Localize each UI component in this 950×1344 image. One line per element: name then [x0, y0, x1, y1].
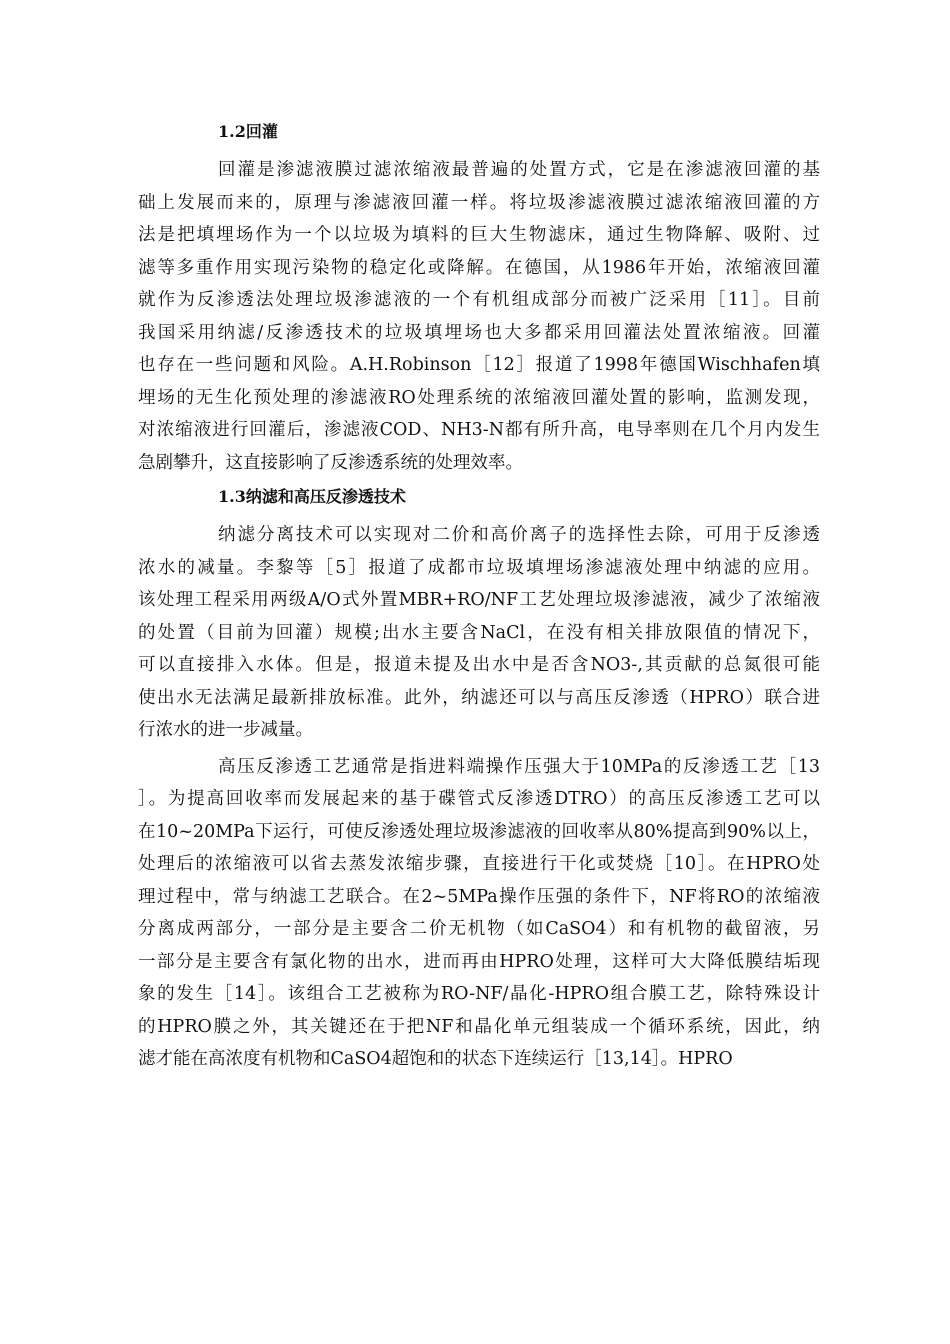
paragraph-line: 理过程中，常与纳滤工艺联合。在2~5MPa操作压强的条件下，NF将RO的浓缩液	[138, 886, 820, 907]
paragraph-line: 滤才能在高浓度有机物和CaSO4超饱和的状态下连续运行［13,14］。HPRO	[138, 1049, 733, 1069]
paragraph-line: 就作为反渗透法处理垃圾渗滤液的一个有机组成部分而被广泛采用［11］。目前	[138, 290, 820, 310]
paragraph-line: 急剧攀升，这直接影响了反渗透系统的处理效率。	[138, 452, 523, 473]
paragraph-line: 行浓水的进一步减量。	[138, 720, 313, 740]
paragraph-line: 础上发展而来的，原理与渗滤液回灌一样。将垃圾渗滤液膜过滤浓缩液回灌的方	[138, 192, 820, 213]
paragraph-line: 也存在一些问题和风险。A.H.Robinson［12］报道了1998年德国Wischhafen填	[138, 355, 820, 375]
paragraph-line: 高压反渗透工艺通常是指进料端操作压强大于10MPa的反渗透工艺［13	[218, 756, 820, 777]
paragraph-reinjection	[138, 154, 820, 479]
paragraph-line: 回灌是渗滤液膜过滤浓缩液最普遍的处置方式，它是在渗滤液回灌的基	[218, 160, 820, 180]
section-heading-1-2: 1.2回灌	[218, 122, 278, 141]
paragraph-line: 分离成两部分，一部分是主要含二价无机物（如CaSO4）和有机物的截留液，另	[138, 919, 820, 939]
text-column	[138, 114, 820, 1076]
paragraph-high-pressure-ro	[138, 751, 820, 1076]
paragraph-line: 使出水无法满足最新排放标准。此外，纳滤还可以与高压反渗透（HPRO）联合进	[138, 687, 820, 708]
paragraph-line: 我国采用纳滤/反渗透技术的垃圾填埋场也大多都采用回灌法处置浓缩液。回灌	[138, 322, 820, 343]
section-heading-1-3: 1.3纳滤和高压反渗透技术	[218, 487, 406, 506]
paragraph-line: 纳滤分离技术可以实现对二价和高价离子的选择性去除，可用于反渗透	[218, 525, 820, 545]
paragraph-line: 一部分是主要含有氯化物的出水，进而再由HPRO处理，这样可大大降低膜结垢现	[138, 951, 820, 972]
paragraph-nanofiltration	[138, 519, 820, 747]
paragraph-line: ］。为提高回收率而发展起来的基于碟管式反渗透DTRO）的高压反渗透工艺可以	[138, 789, 820, 809]
paragraph-line: 可以直接排入水体。但是，报道未提及出水中是否含NO3-,其贡献的总氮很可能	[138, 655, 820, 675]
paragraph-line: 滤等多重作用实现污染物的稳定化或降解。在德国，从1986年开始，浓缩液回灌	[138, 257, 820, 278]
paragraph-line: 埋场的无生化预处理的渗滤液RO处理系统的浓缩液回灌处置的影响，监测发现，	[138, 387, 820, 408]
paragraph-line: 处理后的浓缩液可以省去蒸发浓缩步骤，直接进行干化或焚烧［10］。在HPRO处	[138, 854, 820, 874]
paragraph-line: 的处置（目前为回灌）规模;出水主要含NaCl，在没有相关排放限值的情况下，	[138, 622, 820, 643]
paragraph-line: 象的发生［14］。该组合工艺被称为RO-NF/晶化-HPRO组合膜工艺，除特殊设计	[138, 984, 820, 1004]
paragraph-line: 的HPRO膜之外，其关键还在于把NF和晶化单元组装成一个循环系统，因此，纳	[138, 1016, 820, 1037]
paragraph-line: 该处理工程采用两级A/O式外置MBR+RO/NF工艺处理垃圾渗滤液，减少了浓缩液	[138, 590, 820, 610]
paragraph-line: 对浓缩液进行回灌后，渗滤液COD、NH3-N都有所升高，电导率则在几个月内发生	[138, 420, 820, 440]
paragraph-line: 在10~20MPa下运行，可使反渗透处理垃圾渗滤液的回收率从80%提高到90%以上，	[138, 821, 820, 842]
paragraph-line: 浓水的减量。李黎等［5］报道了成都市垃圾填埋场渗滤液处理中纳滤的应用。	[138, 557, 820, 578]
paragraph-line: 法是把填埋场作为一个以垃圾为填料的巨大生物滤床，通过生物降解、吸附、过	[138, 225, 820, 245]
